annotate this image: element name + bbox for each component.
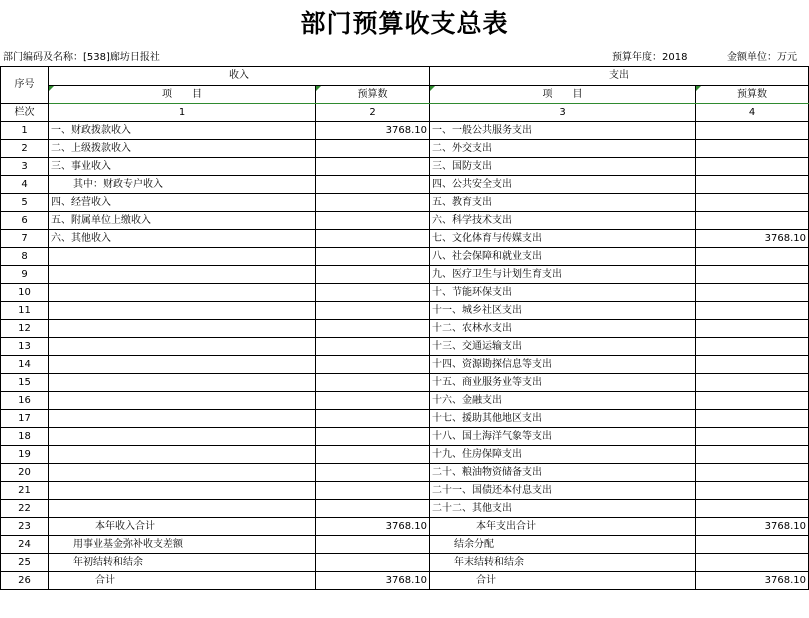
expense-item: 合计 bbox=[430, 572, 696, 590]
income-item bbox=[49, 374, 316, 392]
income-header: 收入 bbox=[49, 67, 430, 86]
row-number: 3 bbox=[1, 158, 49, 176]
expense-amount bbox=[696, 554, 809, 572]
table-row bbox=[1, 176, 809, 194]
expense-item: 二、外交支出 bbox=[430, 140, 696, 158]
income-item bbox=[49, 464, 316, 482]
income-amount bbox=[316, 248, 430, 266]
expense-item: 二十一、国债还本付息支出 bbox=[430, 482, 696, 500]
row-number: 25 bbox=[1, 554, 49, 572]
row-number: 23 bbox=[1, 518, 49, 536]
expense-amount bbox=[696, 140, 809, 158]
row-number: 20 bbox=[1, 464, 49, 482]
row-number: 21 bbox=[1, 482, 49, 500]
income-amount bbox=[316, 302, 430, 320]
expense-amount bbox=[696, 122, 809, 140]
row-number: 14 bbox=[1, 356, 49, 374]
income-item bbox=[49, 284, 316, 302]
expense-item: 十二、农林水支出 bbox=[430, 320, 696, 338]
table-row bbox=[1, 212, 809, 230]
expense-amount bbox=[696, 356, 809, 374]
expense-item: 十九、住房保障支出 bbox=[430, 446, 696, 464]
table-row bbox=[1, 500, 809, 518]
row-number: 24 bbox=[1, 536, 49, 554]
income-amount: 3768.10 bbox=[316, 572, 430, 590]
table-row bbox=[1, 392, 809, 410]
expense-item: 五、教育支出 bbox=[430, 194, 696, 212]
income-item bbox=[49, 302, 316, 320]
expense-item-header: 项 目 bbox=[430, 85, 696, 104]
budget-year-label: 预算年度：2018 bbox=[612, 52, 688, 63]
income-amount bbox=[316, 464, 430, 482]
expense-item: 一、一般公共服务支出 bbox=[430, 122, 696, 140]
table-row bbox=[1, 158, 809, 176]
row-number: 5 bbox=[1, 194, 49, 212]
row-number: 26 bbox=[1, 572, 49, 590]
table-row bbox=[1, 518, 809, 536]
row-number: 6 bbox=[1, 212, 49, 230]
income-amount bbox=[316, 428, 430, 446]
income-item bbox=[49, 392, 316, 410]
income-amount bbox=[316, 176, 430, 194]
income-item: 年初结转和结余 bbox=[49, 554, 316, 572]
column-number-1: 1 bbox=[49, 104, 316, 122]
expense-item: 十、节能环保支出 bbox=[430, 284, 696, 302]
expense-item: 七、文化体育与传媒支出 bbox=[430, 230, 696, 248]
amount-unit-label: 金额单位：万元 bbox=[727, 52, 797, 63]
expense-item: 十四、资源勘探信息等支出 bbox=[430, 356, 696, 374]
expense-item: 十七、援助其他地区支出 bbox=[430, 410, 696, 428]
column-number-3: 3 bbox=[430, 104, 696, 122]
income-item: 四、经营收入 bbox=[49, 194, 316, 212]
table-row bbox=[1, 302, 809, 320]
row-number: 7 bbox=[1, 230, 49, 248]
income-item bbox=[49, 338, 316, 356]
expense-amount bbox=[696, 302, 809, 320]
table-row bbox=[1, 536, 809, 554]
row-number: 1 bbox=[1, 122, 49, 140]
income-amount bbox=[316, 338, 430, 356]
row-number: 10 bbox=[1, 284, 49, 302]
expense-item: 本年支出合计 bbox=[430, 518, 696, 536]
expense-amount bbox=[696, 320, 809, 338]
row-number: 13 bbox=[1, 338, 49, 356]
expense-item: 二十二、其他支出 bbox=[430, 500, 696, 518]
table-row bbox=[1, 320, 809, 338]
expense-amount bbox=[696, 410, 809, 428]
expense-amount: 3768.10 bbox=[696, 518, 809, 536]
income-budget-header: 预算数 bbox=[316, 85, 430, 104]
expense-item: 年末结转和结余 bbox=[430, 554, 696, 572]
income-item: 六、其他收入 bbox=[49, 230, 316, 248]
expense-amount: 3768.10 bbox=[696, 572, 809, 590]
expense-amount bbox=[696, 428, 809, 446]
income-amount bbox=[316, 320, 430, 338]
row-number: 9 bbox=[1, 266, 49, 284]
table-row bbox=[1, 482, 809, 500]
income-amount bbox=[316, 482, 430, 500]
income-item bbox=[49, 320, 316, 338]
income-amount bbox=[316, 158, 430, 176]
expense-item: 三、国防支出 bbox=[430, 158, 696, 176]
income-amount bbox=[316, 212, 430, 230]
income-item: 其中：财政专户收入 bbox=[49, 176, 316, 194]
expense-item: 十一、城乡社区支出 bbox=[430, 302, 696, 320]
income-amount bbox=[316, 536, 430, 554]
expense-item: 六、科学技术支出 bbox=[430, 212, 696, 230]
income-item: 本年收入合计 bbox=[49, 518, 316, 536]
table-row bbox=[1, 122, 809, 140]
expense-amount bbox=[696, 338, 809, 356]
income-amount: 3768.10 bbox=[316, 518, 430, 536]
expense-amount: 3768.10 bbox=[696, 230, 809, 248]
table-row bbox=[1, 464, 809, 482]
income-amount bbox=[316, 230, 430, 248]
income-item-header: 项 目 bbox=[49, 85, 316, 104]
table-row bbox=[1, 446, 809, 464]
table-row bbox=[1, 140, 809, 158]
expense-item: 九、医疗卫生与计划生育支出 bbox=[430, 266, 696, 284]
expense-amount bbox=[696, 212, 809, 230]
income-item bbox=[49, 266, 316, 284]
expense-item: 十三、交通运输支出 bbox=[430, 338, 696, 356]
income-amount bbox=[316, 392, 430, 410]
income-item: 五、附属单位上缴收入 bbox=[49, 212, 316, 230]
seq-header: 序号 bbox=[1, 67, 49, 104]
column-number-4: 4 bbox=[696, 104, 809, 122]
table-row bbox=[1, 338, 809, 356]
expense-item: 十八、国土海洋气象等支出 bbox=[430, 428, 696, 446]
income-item bbox=[49, 500, 316, 518]
expense-item: 八、社会保障和就业支出 bbox=[430, 248, 696, 266]
expense-amount bbox=[696, 482, 809, 500]
row-number: 17 bbox=[1, 410, 49, 428]
column-number-label: 栏次 bbox=[1, 104, 49, 122]
income-amount bbox=[316, 410, 430, 428]
income-item: 用事业基金弥补收支差额 bbox=[49, 536, 316, 554]
row-number: 19 bbox=[1, 446, 49, 464]
row-number: 4 bbox=[1, 176, 49, 194]
expense-amount bbox=[696, 194, 809, 212]
row-number: 11 bbox=[1, 302, 49, 320]
expense-item: 四、公共安全支出 bbox=[430, 176, 696, 194]
income-amount bbox=[316, 194, 430, 212]
expense-amount bbox=[696, 158, 809, 176]
table-row bbox=[1, 284, 809, 302]
row-number: 18 bbox=[1, 428, 49, 446]
expense-amount bbox=[696, 266, 809, 284]
income-item: 二、上级拨款收入 bbox=[49, 140, 316, 158]
row-number: 16 bbox=[1, 392, 49, 410]
expense-amount bbox=[696, 284, 809, 302]
income-amount bbox=[316, 356, 430, 374]
dept-label: 部门编码及名称：[538]廊坊日报社 bbox=[3, 52, 160, 63]
income-item: 三、事业收入 bbox=[49, 158, 316, 176]
income-amount bbox=[316, 500, 430, 518]
income-amount bbox=[316, 284, 430, 302]
income-amount: 3768.10 bbox=[316, 122, 430, 140]
row-number: 8 bbox=[1, 248, 49, 266]
expense-amount bbox=[696, 176, 809, 194]
income-item bbox=[49, 248, 316, 266]
table-row bbox=[1, 374, 809, 392]
expense-header: 支出 bbox=[430, 67, 809, 86]
income-amount bbox=[316, 140, 430, 158]
income-amount bbox=[316, 374, 430, 392]
income-amount bbox=[316, 266, 430, 284]
row-number: 22 bbox=[1, 500, 49, 518]
table-row bbox=[1, 572, 809, 590]
expense-amount bbox=[696, 536, 809, 554]
table-row bbox=[1, 194, 809, 212]
expense-item: 十六、金融支出 bbox=[430, 392, 696, 410]
expense-amount bbox=[696, 374, 809, 392]
expense-item: 结余分配 bbox=[430, 536, 696, 554]
expense-item: 二十、粮油物资储备支出 bbox=[430, 464, 696, 482]
table-row bbox=[1, 230, 809, 248]
column-number-2: 2 bbox=[316, 104, 430, 122]
expense-item: 十五、商业服务业等支出 bbox=[430, 374, 696, 392]
expense-budget-header: 预算数 bbox=[696, 85, 809, 104]
income-amount bbox=[316, 446, 430, 464]
expense-amount bbox=[696, 392, 809, 410]
income-item: 一、财政拨款收入 bbox=[49, 122, 316, 140]
row-number: 2 bbox=[1, 140, 49, 158]
expense-amount bbox=[696, 500, 809, 518]
table-row bbox=[1, 266, 809, 284]
expense-amount bbox=[696, 248, 809, 266]
table-row bbox=[1, 356, 809, 374]
row-number: 12 bbox=[1, 320, 49, 338]
income-item bbox=[49, 410, 316, 428]
income-item bbox=[49, 428, 316, 446]
budget-table bbox=[0, 66, 809, 590]
table-row bbox=[1, 428, 809, 446]
expense-amount bbox=[696, 446, 809, 464]
income-item bbox=[49, 356, 316, 374]
income-item bbox=[49, 482, 316, 500]
table-row bbox=[1, 410, 809, 428]
page-title: 部门预算收支总表 bbox=[300, 9, 509, 38]
expense-amount bbox=[696, 464, 809, 482]
table-row bbox=[1, 554, 809, 572]
row-number: 15 bbox=[1, 374, 49, 392]
table-row bbox=[1, 248, 809, 266]
income-item: 合计 bbox=[49, 572, 316, 590]
income-amount bbox=[316, 554, 430, 572]
income-item bbox=[49, 446, 316, 464]
